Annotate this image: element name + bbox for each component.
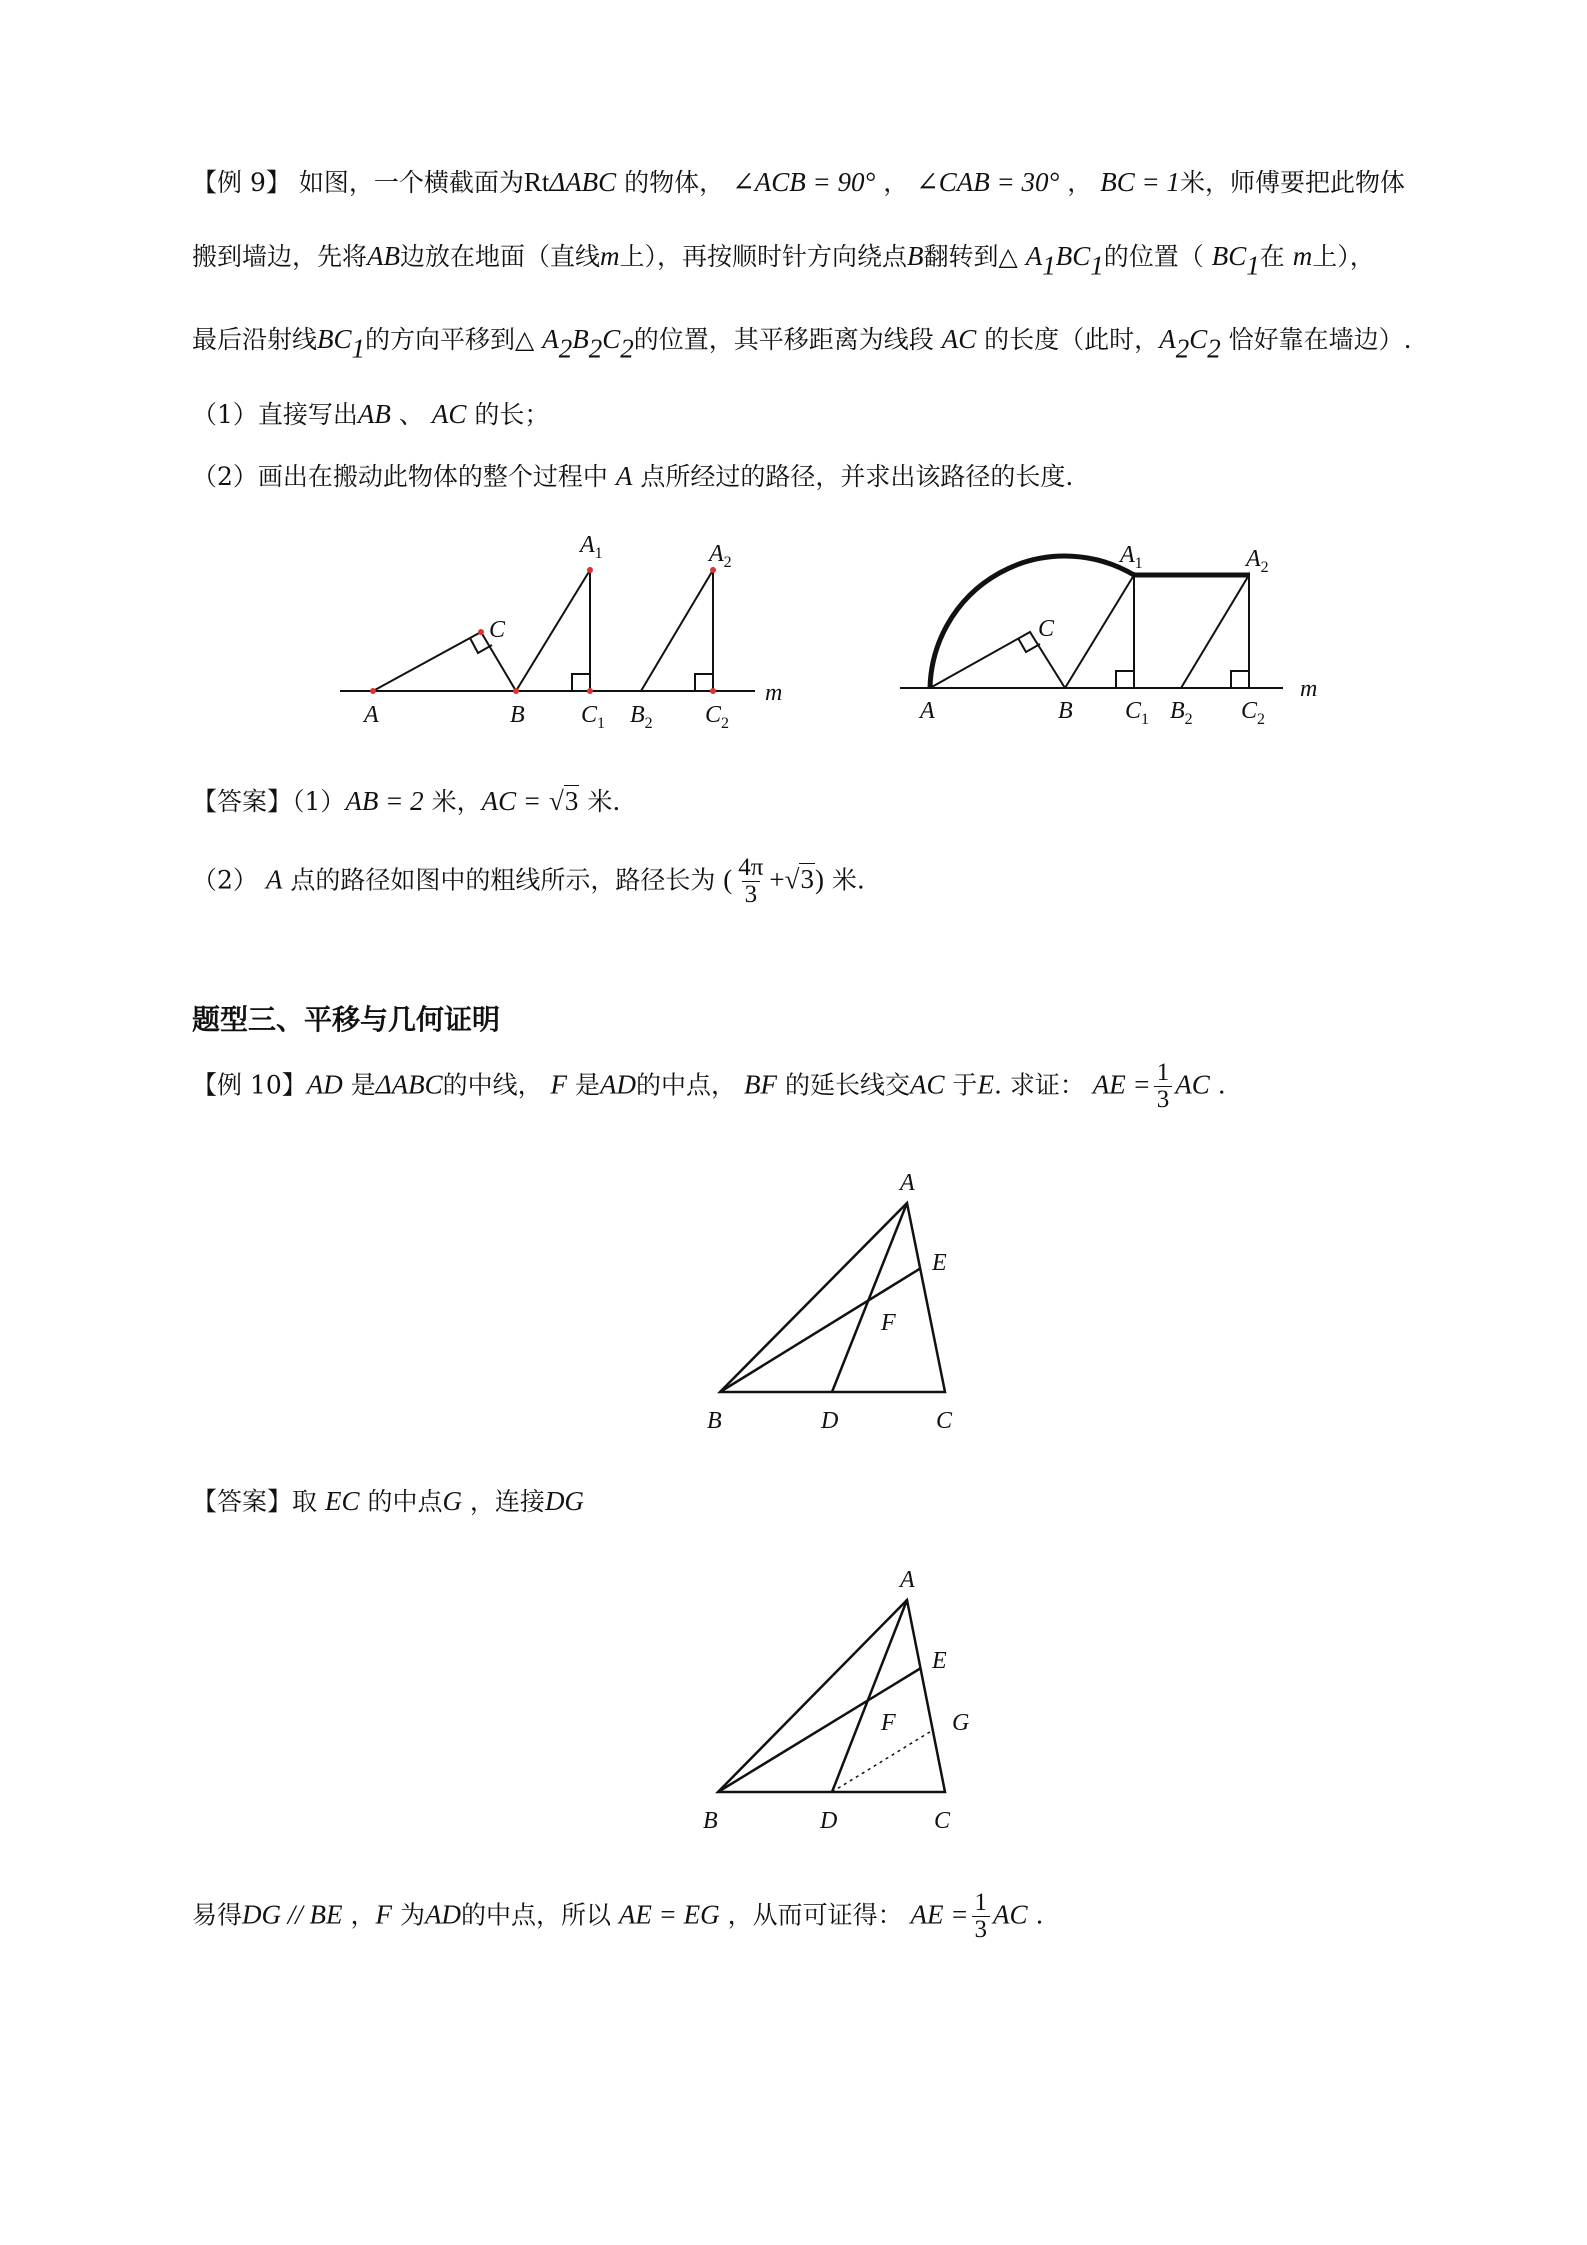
text: 的长度（此时， <box>984 325 1160 354</box>
label-E: E <box>932 1250 947 1276</box>
label-A2: $A_2$ <box>1246 546 1269 576</box>
ex9-tag: 【例 9】 <box>192 168 291 197</box>
text: 米， <box>431 787 482 816</box>
math: BF <box>743 1069 777 1100</box>
label-F: F <box>881 1710 896 1736</box>
math: A <box>265 864 283 895</box>
label-A: A <box>900 1567 915 1593</box>
text: （1）直接写出 <box>192 400 358 429</box>
text: 边放在地面（直线 <box>400 242 601 271</box>
fraction: $\frac{1}{3}$ <box>972 1890 991 1944</box>
text: . <box>1217 1070 1226 1100</box>
math: ∠ACB = 90° <box>732 167 876 197</box>
text: 上）， <box>1312 242 1375 271</box>
text: 、 <box>398 400 424 429</box>
section-heading: 题型三、平移与几何证明 <box>192 1003 501 1036</box>
ex9-line-1: 【例 9】 如图，一个横截面为RtΔABC 的物体， ∠ACB = 90° ， ∠CAB = 30° ， BC = 1米，师傅要把此物体 <box>192 167 1405 197</box>
text: 的位置（ <box>1103 242 1204 271</box>
text: ，连接 <box>469 1487 545 1516</box>
paren: ( <box>723 864 733 895</box>
text: 恰好靠在墙边）. <box>1228 325 1412 354</box>
math: AB = 2 <box>345 786 424 816</box>
math: DG // BE <box>242 1899 343 1930</box>
text: 如图，一个横截面为 <box>298 168 524 197</box>
math: m <box>600 241 620 271</box>
text: . <box>1035 1900 1044 1930</box>
text: 搬到墙边，先将 <box>192 242 368 271</box>
math: ΔABC <box>375 1069 443 1100</box>
text: 的中点， <box>636 1070 737 1100</box>
math: AC <box>993 1899 1028 1930</box>
math: AE = <box>1092 1069 1151 1100</box>
label-C: C <box>934 1808 951 1834</box>
label-C1: $C_1$ <box>581 702 606 732</box>
label-D: D <box>820 1808 838 1834</box>
label-B2: $B_2$ <box>630 702 653 732</box>
math: ΔABC <box>549 167 617 197</box>
text: 点所经过的路径，并求出该路径的长度. <box>640 462 1074 491</box>
ans10-tag: 【答案】 <box>192 1487 293 1516</box>
text: 的中点 <box>367 1487 443 1516</box>
text: 点的路径如图中的粗线所示，路径长为 <box>290 865 716 895</box>
label-B2: $B_2$ <box>1170 698 1193 728</box>
text: 的延长线交 <box>784 1070 910 1100</box>
label-A: A <box>920 698 935 724</box>
label-B: B <box>510 702 525 728</box>
math: F <box>550 1069 568 1100</box>
text: 的长； <box>474 400 550 429</box>
label-A1: $A_1$ <box>580 532 603 562</box>
math: $BC_1$ <box>317 324 366 364</box>
text: 是 <box>575 1070 601 1100</box>
math: AD <box>600 1069 637 1100</box>
math: AE = <box>910 1899 969 1930</box>
ans9-tag: 【答案】 <box>192 787 293 816</box>
text: 在 <box>1259 242 1285 271</box>
math: $A_1BC_1$ <box>1025 241 1104 281</box>
text: 取 <box>292 1487 318 1516</box>
label-A: A <box>900 1170 915 1196</box>
text: . 求证： <box>993 1070 1085 1100</box>
label-B: B <box>703 1808 718 1834</box>
text: 是 <box>350 1070 376 1100</box>
fraction: $\frac{1}{3}$ <box>1154 1060 1173 1114</box>
math: B <box>907 241 924 271</box>
text: 米. <box>831 865 865 895</box>
math: BC = 1 <box>1100 167 1180 197</box>
text: 的中点，所以 <box>460 1900 611 1930</box>
label-C: C <box>489 617 506 643</box>
text: 最后沿射线 <box>192 325 318 354</box>
text: 的中线， <box>442 1070 543 1100</box>
math: A <box>615 461 633 491</box>
sqrt-3: √3 <box>549 786 579 816</box>
text: 为 <box>399 1900 425 1930</box>
paren: ) <box>814 864 824 895</box>
math: Rt <box>523 167 550 197</box>
label-D: D <box>821 1408 839 1434</box>
conclusion-line <box>192 1890 1043 1944</box>
math: ∠CAB = 30° <box>916 167 1060 197</box>
text: 易得 <box>192 1900 243 1930</box>
math: DG <box>544 1486 584 1516</box>
math: AB <box>367 241 401 271</box>
math: m <box>1292 241 1313 271</box>
text: 上），再按顺时针方向绕点 <box>619 242 908 271</box>
math: $BC_1$ <box>1211 241 1260 281</box>
math: AC = <box>481 786 542 816</box>
label-m: m <box>1300 676 1318 702</box>
label-C2: $C_2$ <box>1241 698 1266 728</box>
math: F <box>375 1899 392 1930</box>
label-F: F <box>881 1310 896 1336</box>
label-C1: $C_1$ <box>1125 698 1150 728</box>
text: 米，师傅要把此物体 <box>1179 168 1405 197</box>
math: AE = EG <box>618 1899 720 1930</box>
label-C: C <box>1038 616 1055 642</box>
label-C: C <box>936 1408 953 1434</box>
text: ，从而可证得： <box>727 1900 903 1930</box>
math: AB <box>357 399 391 429</box>
ex10-tag: 【例 10】 <box>192 1070 307 1100</box>
math: AD <box>424 1899 461 1930</box>
text: 翻转到△ <box>923 242 1018 271</box>
label-B: B <box>1058 698 1073 724</box>
math: AC <box>941 324 977 354</box>
math: AC <box>431 399 467 429</box>
text: （1） <box>292 787 346 816</box>
math: AC <box>909 1069 945 1100</box>
label-E: E <box>932 1648 947 1674</box>
fraction: $\frac{4\pi}{3}$ <box>738 854 764 909</box>
math: EC <box>324 1486 360 1516</box>
text: 的物体， <box>624 168 725 197</box>
text: 的方向平移到△ <box>365 325 535 354</box>
plus: + <box>769 864 785 895</box>
label-A2: $A_2$ <box>709 541 732 571</box>
label-C2: $C_2$ <box>705 702 730 732</box>
label-A: A <box>364 702 379 728</box>
math: AC <box>1175 1069 1210 1100</box>
text: 的位置，其平移距离为线段 <box>633 325 934 354</box>
math: G <box>442 1486 462 1516</box>
math: E <box>977 1069 994 1100</box>
math: AD <box>306 1069 343 1100</box>
math: $A_2B_2C_2$ <box>542 324 634 364</box>
math: $A_2C_2$ <box>1159 324 1221 364</box>
text: ， <box>350 1900 376 1930</box>
text: （2）画出在搬动此物体的整个过程中 <box>192 462 608 491</box>
text: 米. <box>587 787 621 816</box>
label-G: G <box>952 1710 970 1736</box>
label-A1: $A_1$ <box>1120 542 1143 572</box>
sqrt-3: √3 <box>784 864 814 895</box>
label-m: m <box>765 680 783 706</box>
text: 于 <box>952 1070 978 1100</box>
text: （2） <box>192 865 258 895</box>
label-B: B <box>707 1408 722 1434</box>
